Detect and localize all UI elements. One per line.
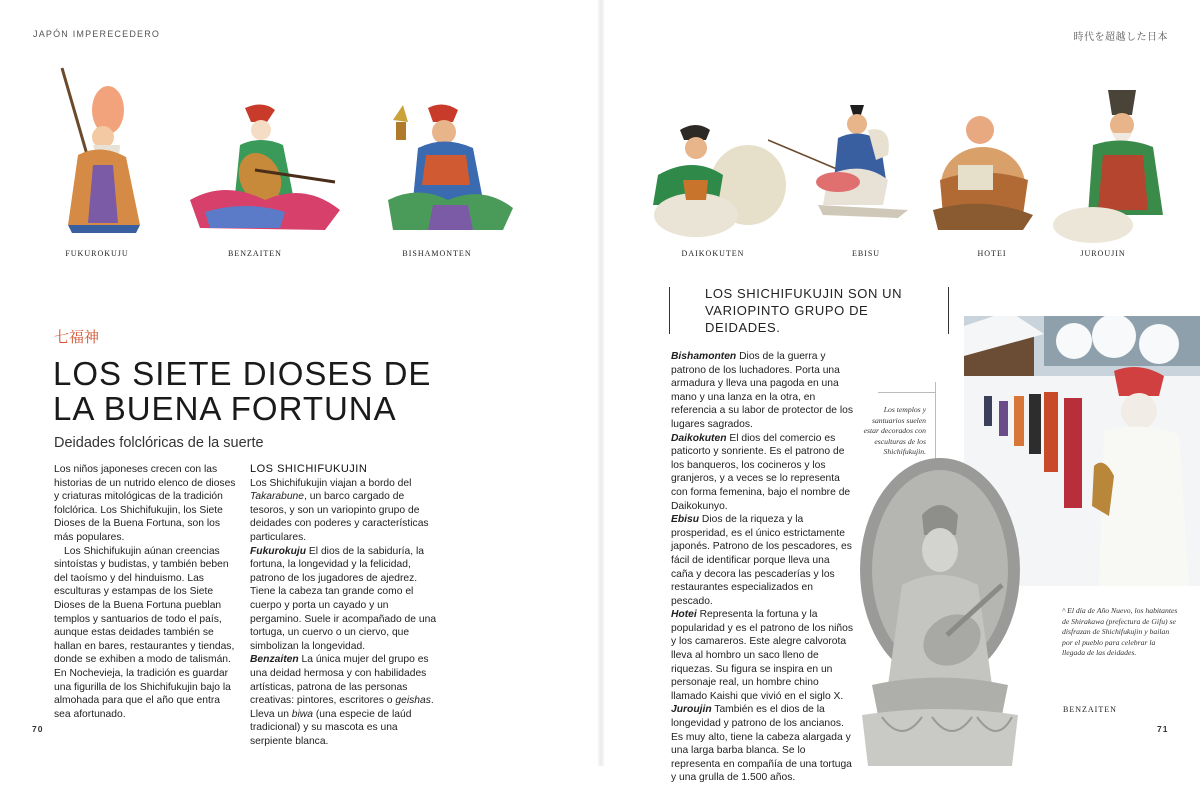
caption-temples: Los templos y santuarios suelen estar decorados con esculturas de los Shichifukujin. xyxy=(863,405,926,457)
column-heading: LOS SHICHIFUKUJIN xyxy=(250,463,368,475)
running-header-right: 時代を超越した日本 xyxy=(1073,32,1168,43)
entry-juroujin: Juroujin También es el dios de la longevidad y patrono de los ancianos. Es muy alto, tiene la cabeza alargada y una larga barba blanca. Se lo representa en compañía de una tortuga y una grulla de 1.500 años. xyxy=(671,704,852,784)
page-number-right: 71 xyxy=(1157,724,1169,734)
entry-bishamonten: Bishamonten Dios de la guerra y patrono de los luchadores. Porta una armadura y lleva una pagoda en una mano y una lanza en la otra, en referencia a su labor de protector de los lugares sagrados. xyxy=(671,351,854,430)
caption-benzaiten: BENZAITEN xyxy=(228,249,282,258)
page-number-left: 70 xyxy=(32,724,44,734)
caption-fukurokuju: FUKUROKUJU xyxy=(65,249,129,258)
intro-paragraph-2: Los Shichifukujin aúnan creencias sintoístas y budistas, y también beben del taoísmo y del hinduismo. Las esculturas y estampas de los Siete Dioses de la Buena Fortuna pueblan templos y santuarios de todo el país, aunque estas deidades también se hallan en bares, restaurantes y tiendas, donde se exhiben a modo de talismán. En Nochevieja, la tradición es guardar una figurilla de los Shichifukujin bajo la almohada para que el año que entra sea afortunado. xyxy=(54,545,235,720)
entry-benzaiten: Benzaiten La única mujer del grupo es una deidad hermosa y con habilidades artísticas, patrona de las personas creativas: pintores, escritores o geishas. Lleva un biwa (una especie de laúd tradicional) y su mascota es una serpiente blanca. xyxy=(250,654,434,747)
section-kanji: 七福神 xyxy=(54,328,100,346)
intro-paragraph-1: Los niños japoneses crecen con las historias de un nutrido elenco de dioses y criaturas mitológicas de la tradición folclórica. Los Shichifukujin, los Siete Dioses de la Buena Fortuna, son los más populares. xyxy=(54,464,236,543)
entry-hotei: Hotei Representa la fortuna y la popularidad y es el patrono de los niños y los camareros. Este alegre calvorota lleva al hombro un saco lleno de riquezas. Su figura se inspira en un personaje real, un hombre chino llamado Kaishi que vivió en el siglo X. xyxy=(671,609,854,702)
page-title xyxy=(53,356,431,426)
entry-daikokuten: Daikokuten El dios del comercio es paticorto y sonriente. Es el patrono de los banqueros, los cocineros y los granjeros, y a veces se lo representa con forma femenina, bajo el nombre de Daikokunyo. xyxy=(671,432,851,512)
page-subtitle: Deidades folclóricas de la suerte xyxy=(54,435,264,451)
fukurokuju-illustration xyxy=(48,65,153,235)
page-title-line1: LOS SIETE DIOSES DE xyxy=(53,355,432,392)
hotei-illustration xyxy=(928,110,1038,235)
deities-column xyxy=(671,350,854,785)
benzaiten-illustration xyxy=(185,100,345,235)
caption-rule-vertical xyxy=(935,382,936,462)
caption-ebisu: EBISU xyxy=(851,249,881,258)
caption-new-year: ^ El día de Año Nuevo, los habitantes de Shirakawa (prefectura de Gifu) se disfrazan de Shichifukujin y bailan por el pueblo para celebrar la llegada de las deidades. xyxy=(1062,606,1178,658)
pull-quote-rule-left xyxy=(669,287,670,334)
daikokuten-illustration xyxy=(648,120,788,240)
pull-quote: LOS SHICHIFUKUJIN SON UN VARIOPINTO GRUPO DE DEIDADES. xyxy=(705,286,903,335)
benzaiten-statue-photo xyxy=(852,455,1028,766)
bishamonten-illustration xyxy=(378,100,520,235)
running-header-left: JAPÓN IMPERECEDERO xyxy=(33,29,161,39)
juroujin-illustration xyxy=(1048,85,1178,245)
caption-juroujin: JUROUJIN xyxy=(1080,249,1126,258)
entry-ebisu: Ebisu Dios de la riqueza y la prosperidad, es el único estrictamente japonés. Patrono de los pescadores, es fácil de identificar porque lleva una caña y decora las pescaderías y los restaurantes especializados en pescado. xyxy=(671,514,852,607)
entry-fukurokuju: Fukurokuju El dios de la sabiduría, la fortuna, la longevidad y la felicidad, patrono de los jugadores de ajedrez. Tiene la cabeza tan grande como el cuerpo y porta un cayado y un pergamino. Suele ir acompañado de una tortuga, un cuervo o un ciervo, que simbolizan la longevidad. xyxy=(250,545,437,652)
shichifukujin-column xyxy=(250,463,437,748)
spine-gutter xyxy=(598,0,604,766)
intro-column xyxy=(54,463,237,721)
caption-bishamonten: BISHAMONTEN xyxy=(402,249,472,258)
page-title-line2: LA BUENA FORTUNA xyxy=(53,390,397,427)
caption-hotei: HOTEI xyxy=(977,249,1007,258)
statue-label: BENZAITEN xyxy=(1063,705,1117,714)
caption-daikokuten: DAIKOKUTEN xyxy=(681,249,745,258)
ebisu-illustration xyxy=(768,100,933,240)
shichifukujin-intro: Los Shichifukujin viajan a bordo del Takarabune, un barco cargado de tesoros, y son un variopinto grupo de deidades con poderes y características particulares. xyxy=(250,477,429,543)
caption-rule-horizontal xyxy=(878,392,935,393)
pull-quote-rule-right xyxy=(948,287,949,334)
